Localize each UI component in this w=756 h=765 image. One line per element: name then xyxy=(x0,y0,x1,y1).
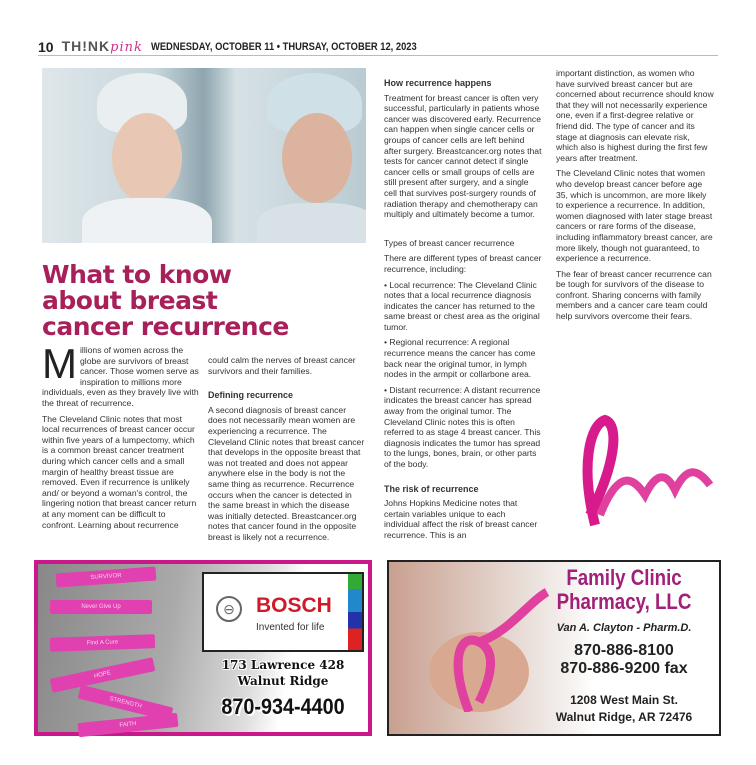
pharmacy-address: 1208 West Main St. xyxy=(570,693,678,707)
ribbon-in-hands-image xyxy=(429,582,549,712)
pharmacy-advertisement[interactable]: Family Clinic Pharmacy, LLC Van A. Clayton - Pharm.D. 870-886-8100 870-886-9200 fax 1208 West Main St. Walnut Ridge, AR 72476 xyxy=(387,560,721,736)
subheading-how: How recurrence happens xyxy=(384,78,492,88)
subheading-types: Types of breast cancer recurrence xyxy=(384,237,515,248)
article-column-1: Millions of women across the globe are survivors of breast cancer. Those women serve as inspiration to millions more individuals, even as they bravely live with the threat of recurrence. The Cleveland Clinic notes that most local recurrences of breast cancer occur within five years of a lumpectomy, which is a common breast cancer treatment during which cancer cells and a small margin of healthy breast tissue are removed. Even if recurrence is unlikely and/ or beyond a woman's control, the lingering notion that breast cancer return at any moment can be difficult to confront. Learning about recurrence xyxy=(42,340,199,530)
think-pink-logo: TH!NKpink xyxy=(61,38,143,55)
issue-date: WEDNESDAY, OCTOBER 11 • THURSAY, OCTOBER 12, 2023 xyxy=(150,40,417,53)
article-column-2: could calm the nerves of breast cancer survivors and their families. Defining recurrence A second diagnosis of breast cancer does not necessarily mean women are experiencing a recurrence. The Cleveland Clinic notes that breast cancer that develops in the opposite breast that was not treated and does not appear anywhere else in the body is not the same thing as recurrence. Recurrence occurs when the cancer is detected in the same breast in which the disease was initially detected. Breastcancer.org notes that cancer found in the opposite breast is likely not a recurrence. xyxy=(208,355,365,542)
subheading-risk: The risk of recurrence xyxy=(384,483,479,494)
page-number: 10 xyxy=(38,38,54,55)
bosch-address: 173 Lawrence 428 xyxy=(221,658,345,672)
pharmacist: Van A. Clayton - Pharm.D. xyxy=(556,622,692,634)
bosch-logo-box: ⊖ BOSCH Invented for life xyxy=(202,572,364,652)
article-column-4: important distinction, as women who have survived breast cancer but are concerned about recurrence should know that they will not necessarily experience one, even if a first-degree relative or friend did. The type of cancer and its stage at diagnosis can elevate risk, which also is highest during the first few years after treatment. The Cleveland Clinic notes that women who develop breast cancer before age 35, which is uncommon, are more likely to experience a recurrence. In addition, women diagnosed with later stage breast cancers or rare forms of the disease, including inflammatory breast cancer, are more likely, though not guaranteed, to experience a recurrence. The fear of breast cancer recurrence can be tough for survivors of the disease to confront. Sharing concerns with family members and a cancer care team could help survivors overcome their fears. xyxy=(556,68,714,322)
subheading-defining: Defining recurrence xyxy=(208,390,294,401)
bosch-advertisement[interactable]: SURVIVOR Never Give Up Find A Cure HOPE STRENGTH FAITH ⊖ BOSCH Invented for life 173 Lawrence 428 Walnut Ridge 870-934-4400 xyxy=(34,560,372,736)
pharmacy-name: Family Clinic xyxy=(566,565,682,590)
article-title: What to know about breast cancer recurrence xyxy=(42,260,289,341)
article-photo xyxy=(42,68,366,243)
drop-cap: M xyxy=(42,340,77,387)
pink-ribbon-graphic xyxy=(560,405,715,540)
bosch-phone: 870-934-4400 xyxy=(221,694,345,719)
bosch-armature-icon: ⊖ xyxy=(216,596,242,622)
page-header xyxy=(38,38,718,56)
pharmacy-fax: 870-886-9200 fax xyxy=(560,660,688,677)
article-column-3: How recurrence happens Treatment for breast cancer is often very successful, particularly in patients whose cancer was discovered early. Recurrence can happen when single cancer cells or groups of cancer cells are left behind after surgery. Breastcancer.org notes that tests for cancer cannot detect if single cancer cells or small groups of cells are still present after surgery, and a single cell that survives post-surgery rounds of radiation therapy and chemotherapy can multiply and ultimately become a tumor. Types of breast cancer recurrence There are different types of breast cancer recurrence, including: • Local recurrence: The Cleveland Clinic notes that a local recurrence diagnosis indicates the cancer has returned to the same breast or chest area as the original tumor. • Regional recurrence: A regional recurrence means the cancer has come back near the original tumor, in lymph nodes in the armpit or collarbone area. • Distant recurrence: A distant recurrence indicates the breast cancer has spread away from the original tumor. The Cleveland Clinic notes this is often referred to as stage 4 breast cancer. This diagnosis indicates the tumor has spread to the lungs, bones, brain, or other parts of the body. The risk of recurrence Johns Hopkins Medicine notes that certain variables unique to each individual affect the risk of breast cancer recurrence. This is an xyxy=(384,78,542,540)
pharmacy-phone: 870-886-8100 xyxy=(574,642,674,659)
